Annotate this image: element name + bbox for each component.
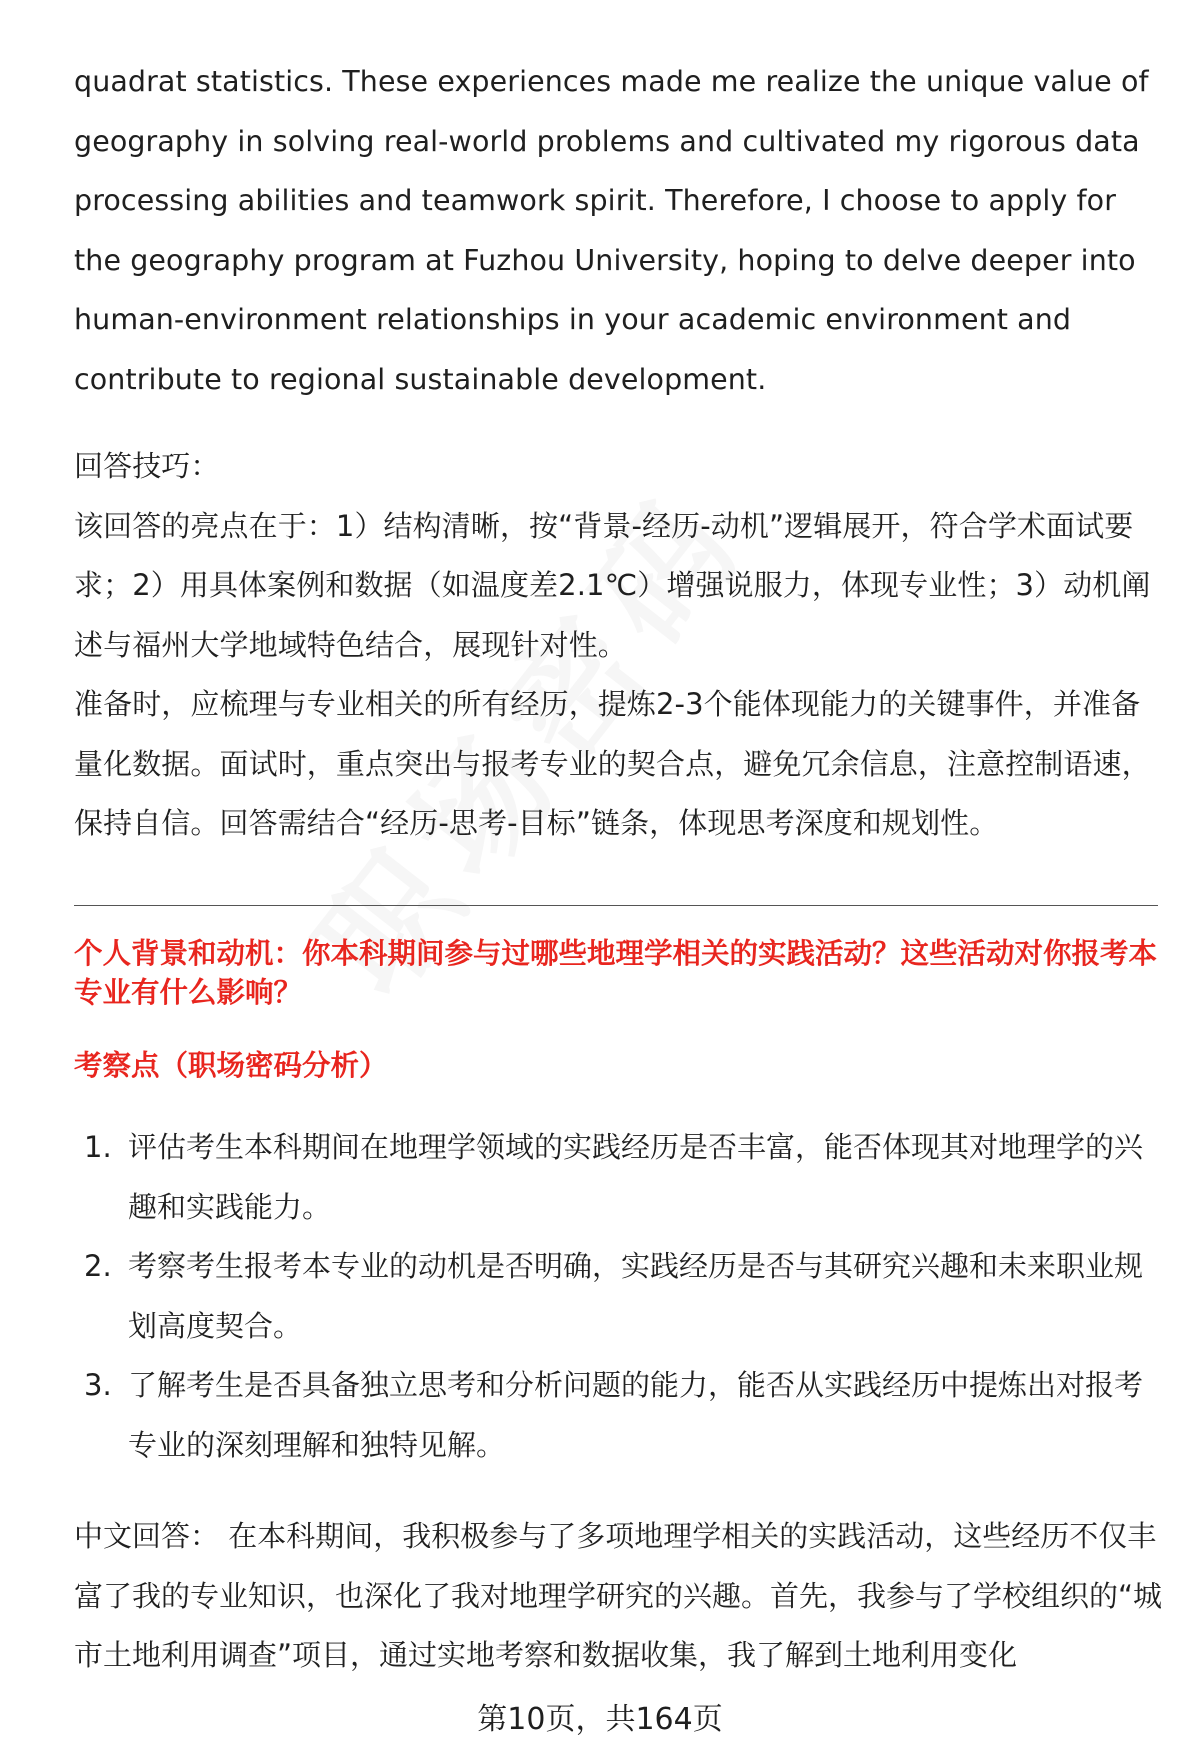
question-title: 个人背景和动机：你本科期间参与过哪些地理学相关的实践活动？这些活动对你报考本专业有什么影响？: [74, 937, 1158, 1009]
list-text: 了解考生是否具备独立思考和分析问题的能力，能否从实践经历中提炼出对报考专业的深刻理解和独特见解。: [128, 1368, 1144, 1462]
list-item: [84, 1356, 1160, 1475]
list-number: 1.: [84, 1130, 112, 1164]
tips-label: 回答技巧：: [74, 449, 220, 483]
list-number: 3.: [84, 1368, 112, 1402]
list-item: [84, 1118, 1160, 1237]
tips-prep: 准备时，应梳理与专业相关的所有经历，提炼2-3个能体现能力的关键事件，并准备量化数据。面试时，重点突出与报考专业的契合点，避免冗余信息，注意控制语速，保持自信。回答需结合“经历-思考-目标”链条，体现思考深度和规划性。: [74, 687, 1151, 840]
page-body: [74, 52, 1164, 854]
chinese-answer: [74, 1507, 1164, 1686]
list-text: 考察考生报考本专业的动机是否明确，实践经历是否与其研究兴趣和未来职业规划高度契合。: [128, 1249, 1144, 1343]
tips-highlight: 该回答的亮点在于：1）结构清晰，按“背景-经历-动机”逻辑展开，符合学术面试要求；2）用具体案例和数据（如温度差2.1℃）增强说服力，体现专业性；3）动机阐述与福州大学地域特色结合，展现针对性。: [74, 508, 1151, 662]
answer-text: 在本科期间，我积极参与了多项地理学相关的实践活动，这些经历不仅丰富了我的专业知识，也深化了我对地理学研究的兴趣。首先，我参与了学校组织的“城市土地利用调查”项目，通过实地考察和数据收集，我了解到土地利用变化: [74, 1519, 1163, 1672]
list-item: [84, 1237, 1160, 1356]
list-text: 评估考生本科期间在地理学领域的实践经历是否丰富，能否体现其对地理学的兴趣和实践能力。: [128, 1130, 1144, 1224]
question-subheading: 考察点（职场密码分析）: [74, 1049, 388, 1082]
answer-label: 中文回答：: [74, 1519, 220, 1553]
section-divider: [74, 905, 1158, 906]
list-number: 2.: [84, 1249, 112, 1283]
page-footer: 第10页，共164页: [477, 1702, 723, 1737]
assessment-points: [84, 1118, 1160, 1475]
english-paragraph: quadrat statistics. These experiences made me realize the unique value of geography in solving real-world problems and cultivated my rigorous data processing abilities and teamwork spirit. Therefore, I choose to apply for the geography program at Fuzhou University, hoping to delve deeper into human-environment relationships in your academic environment and contribute to regional sustainable development.: [74, 65, 1149, 396]
